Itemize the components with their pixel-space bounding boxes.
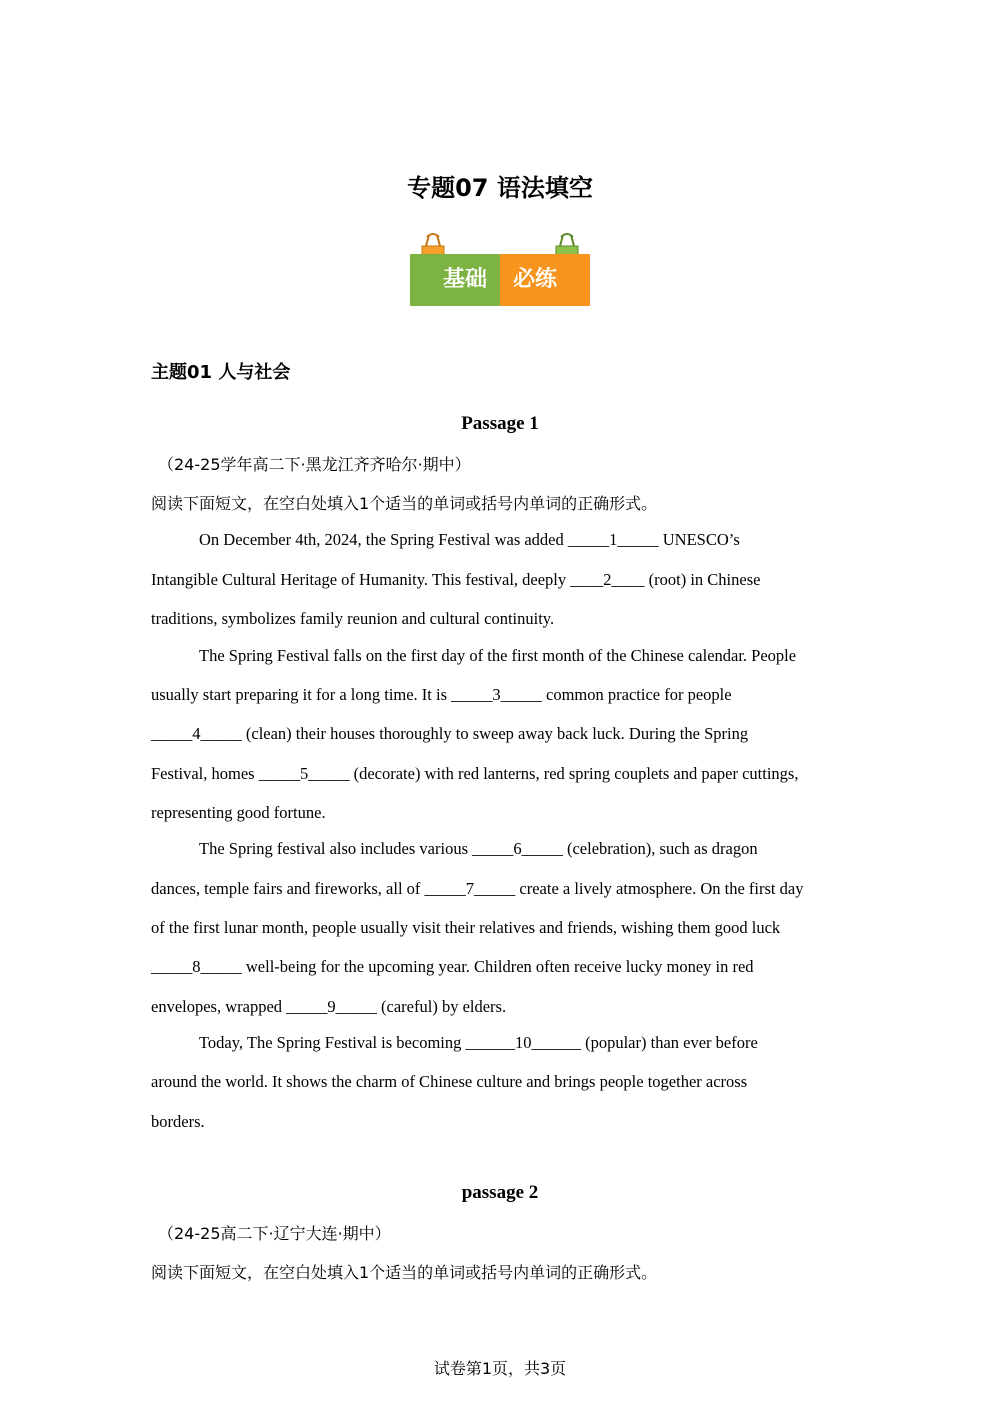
section-heading: 主题01 人与社会 <box>151 362 291 383</box>
passage1-line: On December 4th, 2024, the Spring Festival was added _____1_____ UNESCO’s <box>199 530 740 549</box>
document-title: 专题07 语法填空 <box>407 174 593 202</box>
badge-right-label: 必练 <box>512 267 557 292</box>
passage1-line: borders. <box>151 1112 205 1131</box>
passage1-instruction: 阅读下面短文，在空白处填入1个适当的单词或括号内单词的正确形式。 <box>151 494 658 513</box>
passage1-line: dances, temple fairs and fireworks, all of _____7_____ create a lively atmosphere. On the first day <box>151 879 804 898</box>
passage1-line: _____4_____ (clean) their houses thoroughly to sweep away back luck. During the Spring <box>151 724 749 743</box>
passage1-line: around the world. It shows the charm of Chinese culture and brings people together across <box>151 1072 748 1091</box>
passage2-source: （24-25高二下·辽宁大连·期中） <box>158 1224 391 1243</box>
passage1-line: Intangible Cultural Heritage of Humanity. This festival, deeply ____2____ (root) in Chinese <box>151 570 761 589</box>
passage1-line: representing good fortune. <box>151 803 326 822</box>
passage1-line: The Spring Festival falls on the first day of the first month of the Chinese calendar. People <box>199 646 797 665</box>
passage1-line: The Spring festival also includes various _____6_____ (celebration), such as dragon <box>199 839 758 858</box>
passage2-instruction: 阅读下面短文，在空白处填入1个适当的单词或括号内单词的正确形式。 <box>151 1263 658 1282</box>
passage1-line: usually start preparing it for a long time. It is _____3_____ common practice for people <box>151 685 732 704</box>
passage1-line: Today, The Spring Festival is becoming ______10______ (popular) than ever before <box>199 1033 758 1052</box>
passage1-source: （24-25学年高二下·黑龙江齐齐哈尔·期中） <box>158 455 471 474</box>
page-footer: 试卷第1页，共3页 <box>433 1359 567 1378</box>
basic-practice-badge <box>410 232 590 306</box>
passage1-line: Festival, homes _____5_____ (decorate) with red lanterns, red spring couplets and paper cuttings, <box>151 764 799 783</box>
passage1-line: traditions, symbolizes family reunion and cultural continuity. <box>151 609 555 628</box>
passage1-line: of the first lunar month, people usually visit their relatives and friends, wishing them good luck <box>151 918 781 937</box>
badge-left-label: 基础 <box>442 267 487 292</box>
passage2-heading: passage 2 <box>461 1182 539 1203</box>
passage1-line: envelopes, wrapped _____9_____ (careful) by elders. <box>151 997 507 1016</box>
passage1-line: _____8_____ well-being for the upcoming year. Children often receive lucky money in red <box>151 957 754 976</box>
passage1-heading: Passage 1 <box>461 413 539 434</box>
